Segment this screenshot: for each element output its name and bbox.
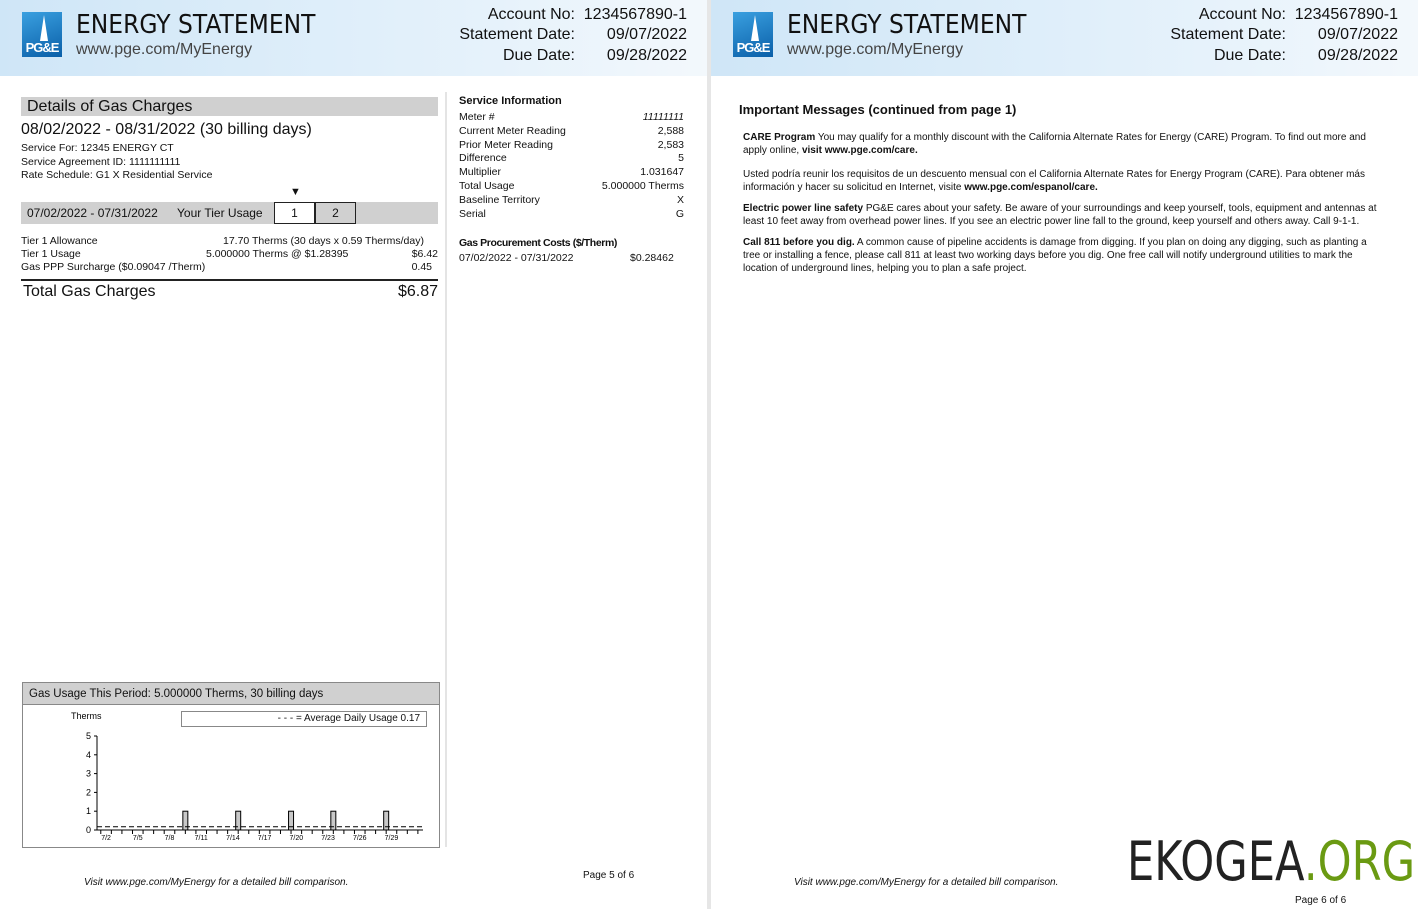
service-info-value: X: [676, 193, 684, 206]
service-info-label: Multiplier: [459, 166, 502, 179]
service-info-value: 11111111: [642, 111, 684, 123]
total-label: Total Gas Charges: [23, 283, 156, 300]
statement-date: 09/07/2022: [1317, 26, 1398, 43]
tier-marker-icon: ▼: [290, 186, 301, 198]
tier-period: 07/02/2022 - 07/31/2022: [27, 206, 158, 220]
x-tick-label: 7/8: [164, 835, 175, 842]
service-info-label: Difference: [459, 152, 507, 165]
charge-label: Tier 1 Usage: [21, 248, 81, 260]
charge-amount: 0.45: [411, 261, 432, 273]
statement-title: ENERGY STATEMENT: [76, 10, 316, 40]
page-number: Page 6 of 6: [1295, 895, 1347, 906]
service-agreement: Service Agreement ID: 1111111111: [21, 156, 181, 168]
service-info-value: 2,588: [657, 124, 684, 137]
service-info-title: Service Information: [459, 95, 562, 107]
procurement-value: $0.28462: [630, 252, 674, 264]
footer-visit-note: Visit www.pge.com/MyEnergy for a detailed bill comparison.: [84, 877, 349, 888]
charge-label: Tier 1 Allowance: [21, 235, 98, 247]
tier-1-box: 1: [274, 202, 315, 224]
message-call-811: Call 811 before you dig. A common cause of pipeline accidents is damage from digging. If you plan on doing any digging, such as planting a tree or installing a fence, please call 811 at least two working days before you dig. One free call will notify underground utilities to mark the location of underground lines, helping you to plan a safe project.: [743, 237, 1367, 274]
dash-line-icon: - - -: [277, 713, 294, 724]
x-tick-label: 7/23: [321, 835, 335, 842]
messages-list: [743, 131, 1383, 275]
x-tick-label: 7/5: [132, 835, 143, 842]
message-care: CARE Program You may qualify for a monthly discount with the California Alternate Rates for Energy (CARE) Program. To find out more and apply online, visit www.pge.com/care.: [743, 132, 1366, 156]
page-5: [0, 0, 707, 909]
statement-date-label: Statement Date:: [1170, 26, 1286, 43]
footer-visit-note: Visit www.pge.com/MyEnergy for a detailed bill comparison.: [794, 877, 1059, 888]
y-axis-label: Therms: [71, 711, 102, 721]
y-tick-label: 1: [85, 806, 91, 817]
page-number: Page 5 of 6: [583, 870, 635, 881]
usage-bar-chart: [23, 683, 441, 849]
service-info-value: 5.000000 Therms: [601, 180, 684, 192]
charge-detail: 17.70 Therms (30 days x 0.59 Therms/day): [223, 235, 424, 247]
due-date-label: Due Date:: [1213, 47, 1286, 64]
service-info-value: 5: [678, 152, 684, 165]
service-for: Service For: 12345 ENERGY CT: [21, 142, 174, 154]
billing-period: 08/02/2022 - 08/31/2022 (30 billing days): [21, 121, 312, 138]
service-info-label: Total Usage: [459, 180, 515, 192]
message-power-line: Electric power line safety PG&E cares about your safety. Be aware of your surroundings and keep yourself, tools, equipment and antennas at least 10 feet away from overhead power lines. If you see an electric power line fall to the ground, keep yourself and others away. Call 9-1-1.: [743, 203, 1377, 227]
page-6: [711, 0, 1418, 909]
account-number: 1234567890-1: [583, 6, 687, 23]
usage-chart-panel: [22, 682, 440, 848]
account-number: 1234567890-1: [1294, 6, 1398, 23]
service-info-label: Prior Meter Reading: [459, 138, 553, 151]
charge-label: Gas PPP Surcharge ($0.09047 /Therm): [21, 261, 206, 273]
service-info-label: Meter #: [459, 111, 495, 123]
statement-header: [0, 0, 707, 76]
column-divider: [445, 92, 447, 847]
y-tick-label: 3: [85, 768, 91, 779]
x-tick-label: 7/11: [194, 835, 208, 842]
watermark-logo: EKOGEA.ORG: [1127, 830, 1416, 893]
due-date-label: Due Date:: [502, 47, 575, 64]
tier-label: Your Tier Usage: [177, 206, 263, 220]
gas-charges-title: Details of Gas Charges: [21, 97, 438, 116]
service-info-value: 2,583: [657, 138, 684, 151]
statement-date-label: Statement Date:: [459, 26, 575, 43]
charge-detail: 5.000000 Therms @ $1.28395: [206, 248, 349, 260]
service-info-label: Baseline Territory: [459, 193, 540, 206]
statement-title: ENERGY STATEMENT: [787, 10, 1027, 40]
x-tick-label: 7/14: [226, 835, 240, 842]
statement-url[interactable]: www.pge.com/MyEnergy: [76, 41, 253, 58]
statement-header: [711, 0, 1418, 76]
usage-chart-title: Gas Usage This Period: 5.000000 Therms, 30 billing days: [23, 683, 439, 705]
message-care-spanish: Usted podría reunir los requisitos de un descuento mensual con el California Alternate Rates for Energy Program (CARE). Para obtener más información y hacer su solicitud en Internet, visite www.pge.com/espanol/care.: [743, 169, 1365, 193]
statement-date: 09/07/2022: [606, 26, 687, 43]
x-tick-label: 7/17: [257, 835, 272, 842]
due-date: 09/28/2022: [1317, 47, 1398, 64]
total-divider: [21, 279, 438, 281]
tier-usage-bar: [21, 202, 438, 224]
pge-logo: PG&E: [733, 12, 773, 57]
procurement-period: 07/02/2022 - 07/31/2022: [459, 252, 574, 264]
due-date: 09/28/2022: [606, 47, 687, 64]
x-tick-label: 7/20: [289, 835, 304, 842]
y-tick-label: 0: [85, 825, 91, 835]
procurement-title: Gas Procurement Costs ($/Therm): [459, 237, 617, 249]
service-info-label: Current Meter Reading: [459, 124, 566, 137]
y-tick-label: 5: [85, 731, 91, 741]
pge-logo: PG&E: [22, 12, 62, 57]
statement-url[interactable]: www.pge.com/MyEnergy: [787, 41, 964, 58]
service-info-label: Serial: [459, 207, 486, 220]
service-info-value: 1.031647: [640, 166, 684, 179]
service-info-value: G: [675, 207, 684, 220]
y-tick-label: 4: [85, 749, 91, 760]
charge-amount: $6.42: [411, 248, 438, 260]
x-tick-label: 7/29: [384, 835, 399, 842]
messages-title: Important Messages (continued from page 1): [739, 102, 1017, 117]
tier-2-box: 2: [315, 202, 356, 224]
account-label: Account No:: [487, 6, 575, 23]
rate-schedule: Rate Schedule: G1 X Residential Service: [21, 169, 213, 181]
account-label: Account No:: [1198, 6, 1286, 23]
y-tick-label: 2: [85, 787, 91, 798]
x-tick-label: 7/2: [101, 835, 111, 842]
x-tick-label: 7/26: [352, 835, 367, 842]
legend-text: = Average Daily Usage 0.17: [295, 713, 420, 724]
total-amount: $6.87: [397, 283, 438, 300]
